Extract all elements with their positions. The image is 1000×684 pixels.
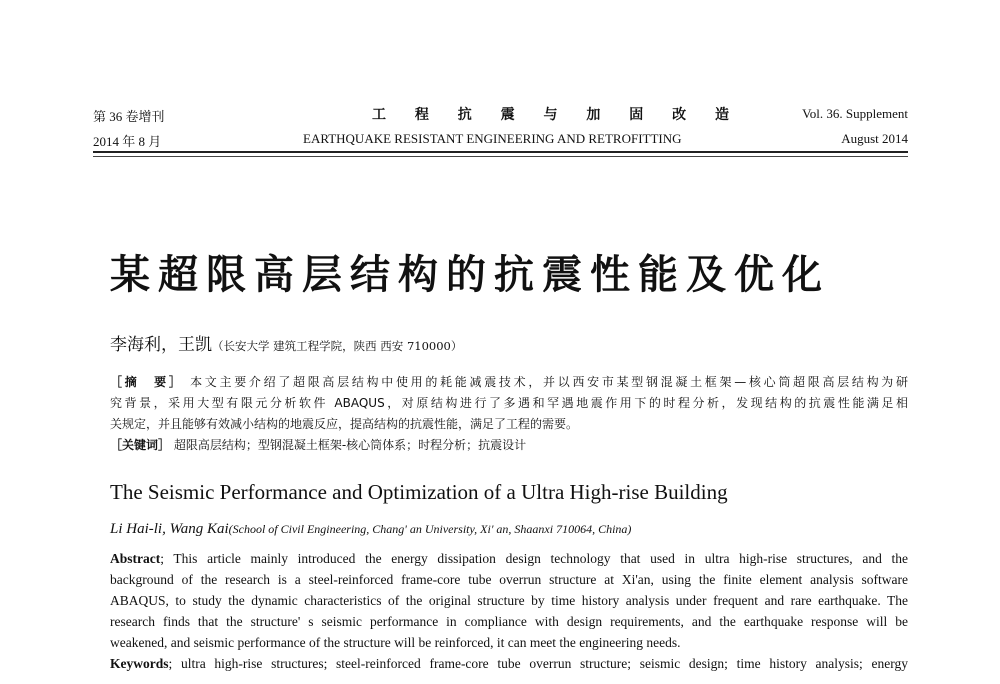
title-cn: 某超限高层结构的抗震性能及优化 [110, 251, 830, 298]
volume-cn: 第 36 卷增刊 [93, 109, 165, 124]
header-rule-thin [93, 156, 908, 157]
abstract-cn-line: 关规定，并且能够有效减小结构的地震反应，提高结构的抗震性能，满足了工程的需要。 [110, 417, 579, 431]
affiliation-cn: （长安大学 建筑工程学院，陕西 西安 710000） [212, 339, 463, 353]
abstract-en-line: background of the research is a steel-reinforced frame-core tube overrun structure at Xi'an, using the finite element analysis software [110, 572, 908, 587]
keywords-en: ; ultra high-rise structures; steel-reinforced frame-core tube overrun structure; seismic design; time history analysis; energy [168, 656, 908, 671]
journal-name-cn: 工 程 抗 震 与 加 固 改 造 [372, 107, 741, 123]
keywords-label-en: Keywords [110, 656, 169, 671]
keywords-cn: 超限高层结构；型钢混凝土框架-核心筒体系；时程分析；抗震设计 [173, 438, 527, 452]
author-names-cn: 李海利，王凯 [110, 335, 212, 355]
abstract-en-line: weakened, and seismic performance of the structure will be reinforced, it can meet the engineering needs. [110, 635, 681, 650]
date-en: August 2014 [841, 131, 908, 146]
authors-cn [110, 330, 462, 355]
header-rule [93, 151, 908, 153]
authors-en [110, 520, 631, 538]
keywords-label-cn: ［关键词］ [110, 438, 171, 452]
abstract-en-line: ABAQUS, to study the dynamic characteristics of the original structure by time history analysis under frequent and rare earthquake. The [110, 593, 908, 608]
volume-en: Vol. 36. Supplement [802, 106, 908, 121]
abstract-en [110, 548, 908, 674]
affiliation-en: (School of Civil Engineering, Chang' an University, Xi' an, Shaanxi 710064, China) [228, 522, 632, 536]
abstract-cn-line: 本文主要介绍了超限高层结构中使用的耗能减震技术，并以西安市某型钢混凝土框架—核心筒超限高层结构为研 [190, 375, 908, 389]
abstract-en-line: ; This article mainly introduced the energy dissipation design technology that used in ultra high-rise structures, and the [160, 551, 908, 566]
title-en: The Seismic Performance and Optimization of a Ultra High-rise Building [110, 480, 728, 504]
abstract-cn-line: 究背景，采用大型有限元分析软件 ABAQUS，对原结构进行了多遇和罕遇地震作用下的时程分析，发现结构的抗震性能满足相 [110, 396, 908, 410]
date-cn: 2014 年 8 月 [93, 134, 162, 149]
abstract-en-line: research finds that the structure' s seismic performance in compliance with design requirements, and the earthquake response will be [110, 614, 908, 629]
abstract-label-cn: ［摘 要］ [110, 375, 184, 389]
author-names-en: Li Hai-li, Wang Kai [110, 521, 229, 537]
abstract-label-en: Abstract [110, 551, 161, 566]
abstract-cn [110, 372, 908, 456]
journal-name-en: EARTHQUAKE RESISTANT ENGINEERING AND RETROFITTING [303, 131, 682, 146]
